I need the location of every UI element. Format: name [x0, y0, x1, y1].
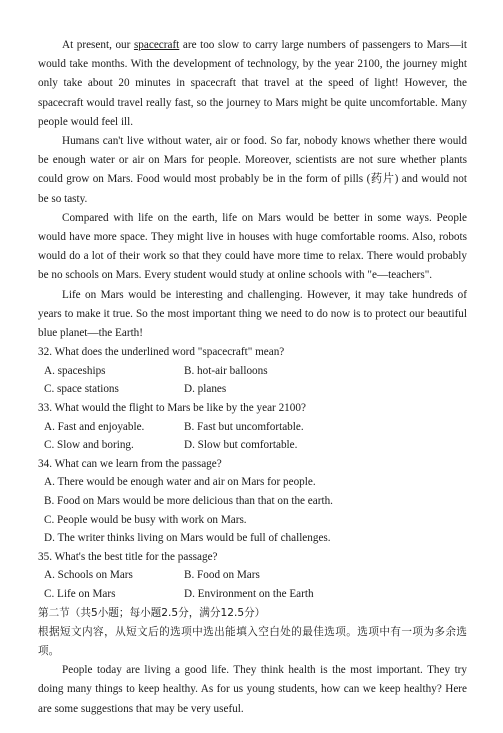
- option-b[interactable]: B. Food on Mars: [184, 569, 260, 582]
- option-d[interactable]: D. planes: [184, 383, 227, 396]
- paragraph-text: are too slow to carry large numbers of passengers to Mars—it would take months. With the development of technology, by the year 2100, the journey might only take about 20 minutes in spacecraft that travel at the speed of light! However, the spacecraft would travel really fast, so the journey to Mars might be quite uncomfortable. Many people would feel ill.: [38, 39, 467, 128]
- underlined-word: spacecraft: [133, 39, 180, 51]
- question-stem: 35. What's the best title for the passage?: [38, 550, 218, 563]
- paragraph-text: At present, our: [62, 39, 134, 51]
- option-d[interactable]: D. Environment on the Earth: [184, 587, 314, 600]
- option-c[interactable]: C. Life on Mars: [44, 587, 116, 600]
- option-b[interactable]: B. Fast but uncomfortable.: [184, 420, 304, 433]
- option-row: [38, 436, 467, 455]
- passage-paragraph-3: Compared with life on the earth, life on Mars would be better in some ways. People would have more space. They might live in houses with huge comfortable rooms. Also, robots would do a lot of their work so that they could have more time to relax. There would probably be no schools on Mars. Every student would study at online schools with "e—teachers".: [38, 211, 467, 282]
- option-d[interactable]: D. The writer thinks living on Mars would be full of challenges.: [44, 532, 331, 545]
- option-c[interactable]: C. Slow and boring.: [44, 439, 134, 452]
- option-d[interactable]: D. Slow but comfortable.: [184, 439, 298, 452]
- option-c[interactable]: C. People would be busy with work on Mars.: [44, 513, 247, 526]
- passage-paragraph-2: Humans can't live without water, air or food. So far, nobody knows whether there would be enough water or air on Mars for people. Moreover, scientists are not sure whether plants could grow on Mars. Food would most probably be in the form of pills (药片) and would not be so tasty.: [38, 135, 467, 205]
- option-row: [38, 418, 467, 437]
- option-row: [38, 566, 467, 585]
- option-b[interactable]: B. Food on Mars would be more delicious than that on the earth.: [44, 495, 333, 507]
- question-33: [38, 399, 467, 455]
- passage-paragraph-4: Life on Mars would be interesting and challenging. However, it may take hundreds of years to make it true. So the most important thing we need to do now is to protect our beautiful blue planet—the Earth!: [38, 288, 467, 340]
- question-32: [38, 343, 467, 399]
- passage-paragraph-1: [38, 36, 467, 132]
- option-a[interactable]: A. Schools on Mars: [44, 569, 133, 582]
- option-b[interactable]: B. hot-air balloons: [184, 364, 268, 377]
- option-a[interactable]: A. There would be enough water and air on Mars for people.: [44, 476, 316, 489]
- option-a[interactable]: A. Fast and enjoyable.: [44, 420, 145, 433]
- section-intro-paragraph: People today are living a good life. They think health is the most important. They try doing many things to keep healthy. As for us young students, how can we keep healthy? Here are some suggestions that may be very useful.: [38, 664, 467, 715]
- section-instruction: 根据短文内容，从短文后的选项中选出能填入空白处的最佳选项。选项中有一项为多余选项。: [38, 625, 467, 657]
- question-35: [38, 548, 467, 604]
- question-stem: 34. What can we learn from the passage?: [38, 457, 222, 470]
- option-row: [38, 585, 467, 604]
- option-row: [38, 362, 467, 381]
- section-heading: 第二节（共5小题；每小题2.5分，满分12.5分）: [38, 606, 266, 619]
- option-c[interactable]: C. space stations: [44, 383, 119, 396]
- option-row: [38, 380, 467, 399]
- question-34: [38, 455, 467, 548]
- option-a[interactable]: A. spaceships: [44, 364, 106, 377]
- question-stem: 33. What would the flight to Mars be like by the year 2100?: [38, 402, 306, 415]
- question-stem: 32. What does the underlined word "spacecraft" mean?: [38, 346, 285, 359]
